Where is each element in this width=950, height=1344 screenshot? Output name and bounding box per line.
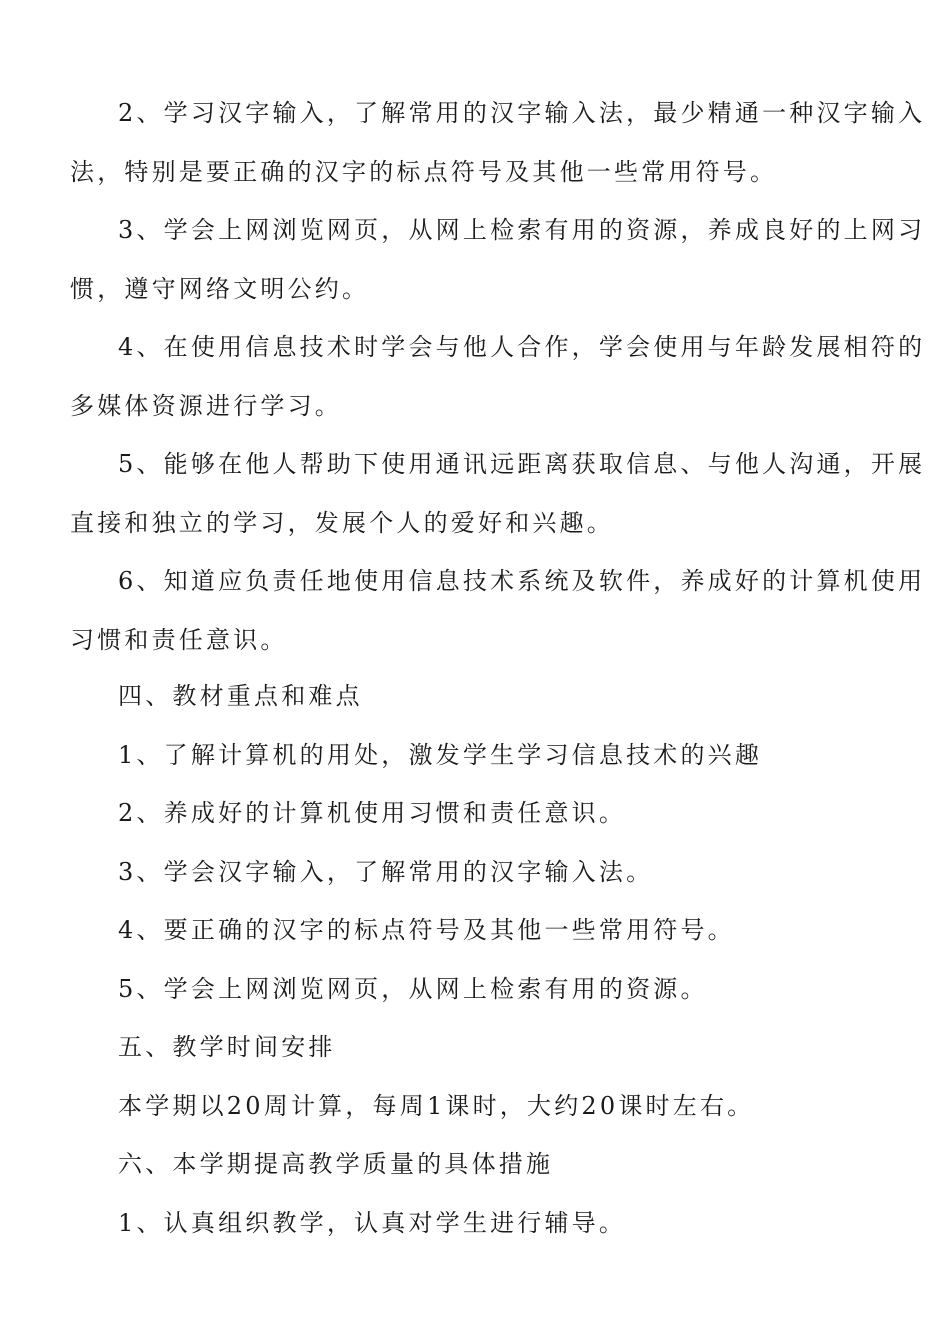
section-heading-schedule: 五、教学时间安排: [118, 1033, 336, 1061]
section-heading-key-points: 四、教材重点和难点: [118, 682, 363, 710]
key-point-item-4: 4、要正确的汉字的标点符号及其他一些常用符号。: [118, 916, 735, 944]
measure-item-1: 1、认真组织教学，认真对学生进行辅导。: [118, 1209, 627, 1237]
key-point-item-3: 3、学会汉字输入，了解常用的汉字输入法。: [118, 858, 654, 886]
paragraph-2-line-1: 2、学习汉字输入，了解常用的汉字输入法，最少精通一种汉字输入: [118, 99, 926, 127]
key-point-item-2: 2、养成好的计算机使用习惯和责任意识。: [118, 799, 627, 827]
paragraph-2-line-2: 法，特别是要正确的汉字的标点符号及其他一些常用符号。: [70, 158, 778, 186]
paragraph-6-line-1: 6、知道应负责任地使用信息技术系统及软件，养成好的计算机使用: [118, 567, 926, 595]
paragraph-4-line-1: 4、在使用信息技术时学会与他人合作，学会使用与年龄发展相符的: [118, 333, 926, 361]
schedule-text: 本学期以20周计算，每周1课时，大约20课时左右。: [118, 1092, 755, 1120]
section-heading-measures: 六、本学期提高教学质量的具体措施: [118, 1150, 554, 1178]
paragraph-4-line-2: 多媒体资源进行学习。: [70, 392, 342, 420]
key-point-item-1: 1、了解计算机的用处，激发学生学习信息技术的兴趣: [118, 741, 763, 769]
paragraph-6-line-2: 习惯和责任意识。: [70, 626, 288, 654]
paragraph-3-line-2: 惯，遵守网络文明公约。: [70, 275, 370, 303]
paragraph-3-line-1: 3、学会上网浏览网页，从网上检索有用的资源，养成良好的上网习: [118, 216, 926, 244]
paragraph-5-line-1: 5、能够在他人帮助下使用通讯远距离获取信息、与他人沟通，开展: [118, 450, 926, 478]
paragraph-5-line-2: 直接和独立的学习，发展个人的爱好和兴趣。: [70, 509, 614, 537]
key-point-item-5: 5、学会上网浏览网页，从网上检索有用的资源。: [118, 975, 708, 1003]
